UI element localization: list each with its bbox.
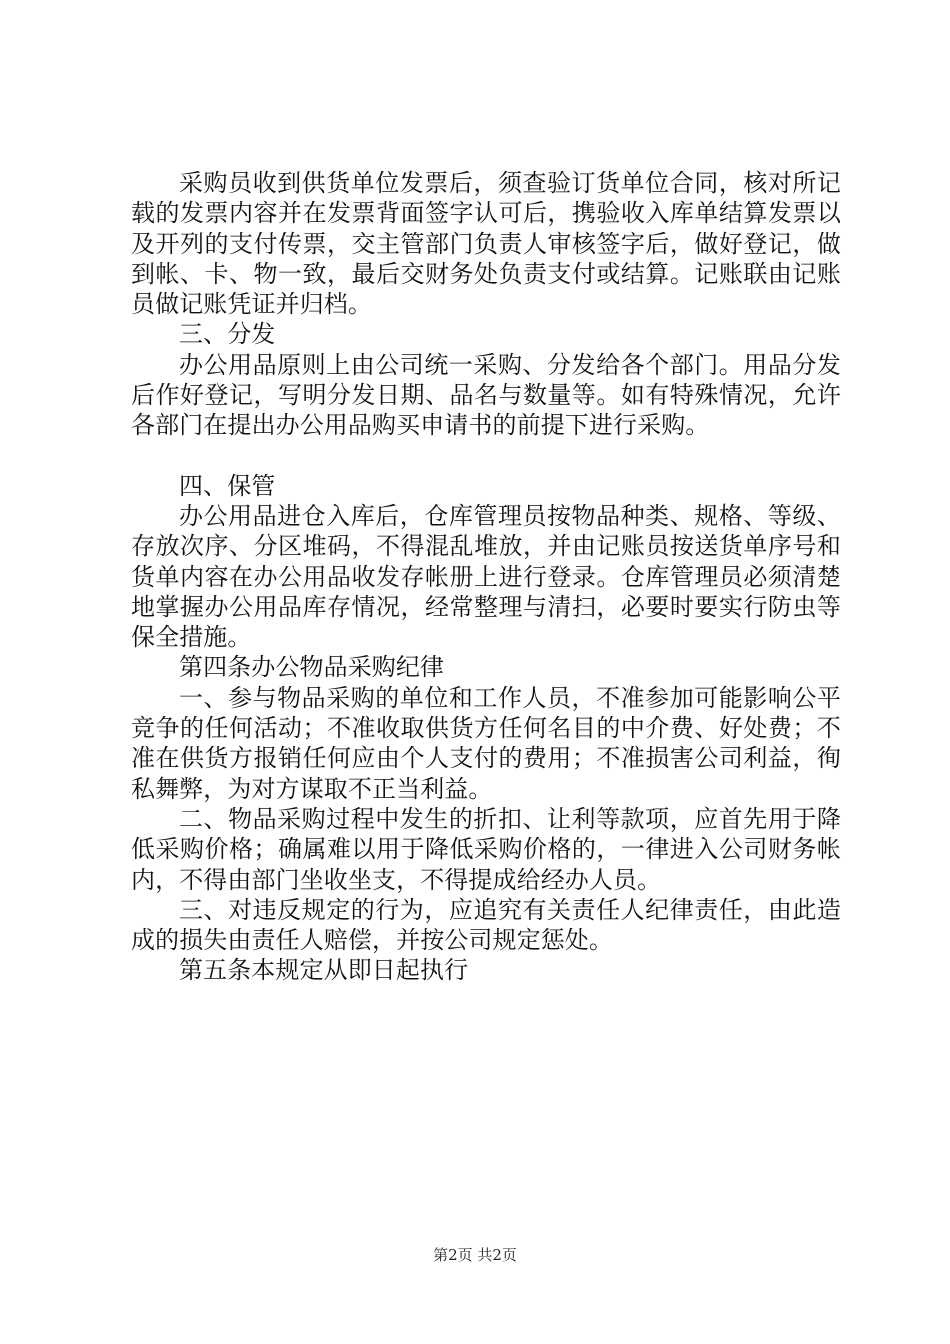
paragraph-discipline-item-3: 三、对违反规定的行为，应追究有关责任人纪律责任，由此造成的损失由责任人赔偿，并按公司规定惩处。 — [131, 895, 841, 955]
section-heading-distribution: 三、分发 — [179, 320, 276, 349]
paragraph-distribution: 办公用品原则上由公司统一采购、分发给各个部门。用品分发后作好登记，写明分发日期、品名与数量等。如有特殊情况，允许各部门在提出办公用品购买申请书的前提下进行采购。 — [131, 350, 841, 440]
document-body — [131, 168, 841, 986]
article-effective-date: 第五条本规定从即日起执行 — [179, 956, 469, 985]
paragraph-spacer — [131, 441, 841, 471]
paragraph-storage: 办公用品进仓入库后，仓库管理员按物品种类、规格、等级、存放次序、分区堆码，不得混乱堆放，并由记账员按送货单序号和货单内容在办公用品收发存帐册上进行登录。仓库管理员必须清楚地掌握办公用品库存情况，经常整理与清扫，必要时要实行防虫等保全措施。 — [131, 501, 841, 652]
section-heading-storage: 四、保管 — [179, 471, 276, 500]
page-number-footer: 第2页 共2页 — [433, 1246, 517, 1264]
paragraph-discipline-item-1: 一、参与物品采购的单位和工作人员，不准参加可能影响公平竞争的任何活动；不准收取供货方任何名目的中介费、好处费；不准在供货方报销任何应由个人支付的费用；不准损害公司利益，徇私舞弊，为对方谋取不正当利益。 — [131, 683, 841, 803]
article-heading-procurement-discipline: 第四条办公物品采购纪律 — [179, 653, 445, 682]
paragraph-discipline-item-2: 二、物品采购过程中发生的折扣、让利等款项，应首先用于降低采购价格；确属难以用于降低采购价格的，一律进入公司财务帐内，不得由部门坐收坐支，不得提成给经办人员。 — [131, 804, 841, 894]
paragraph-invoice-settlement: 采购员收到供货单位发票后，须查验订货单位合同，核对所记载的发票内容并在发票背面签字认可后，携验收入库单结算发票以及开列的支付传票，交主管部门负责人审核签字后，做好登记，做到帐、卡、物一致，最后交财务处负责支付或结算。记账联由记账员做记账凭证并归档。 — [131, 169, 841, 319]
